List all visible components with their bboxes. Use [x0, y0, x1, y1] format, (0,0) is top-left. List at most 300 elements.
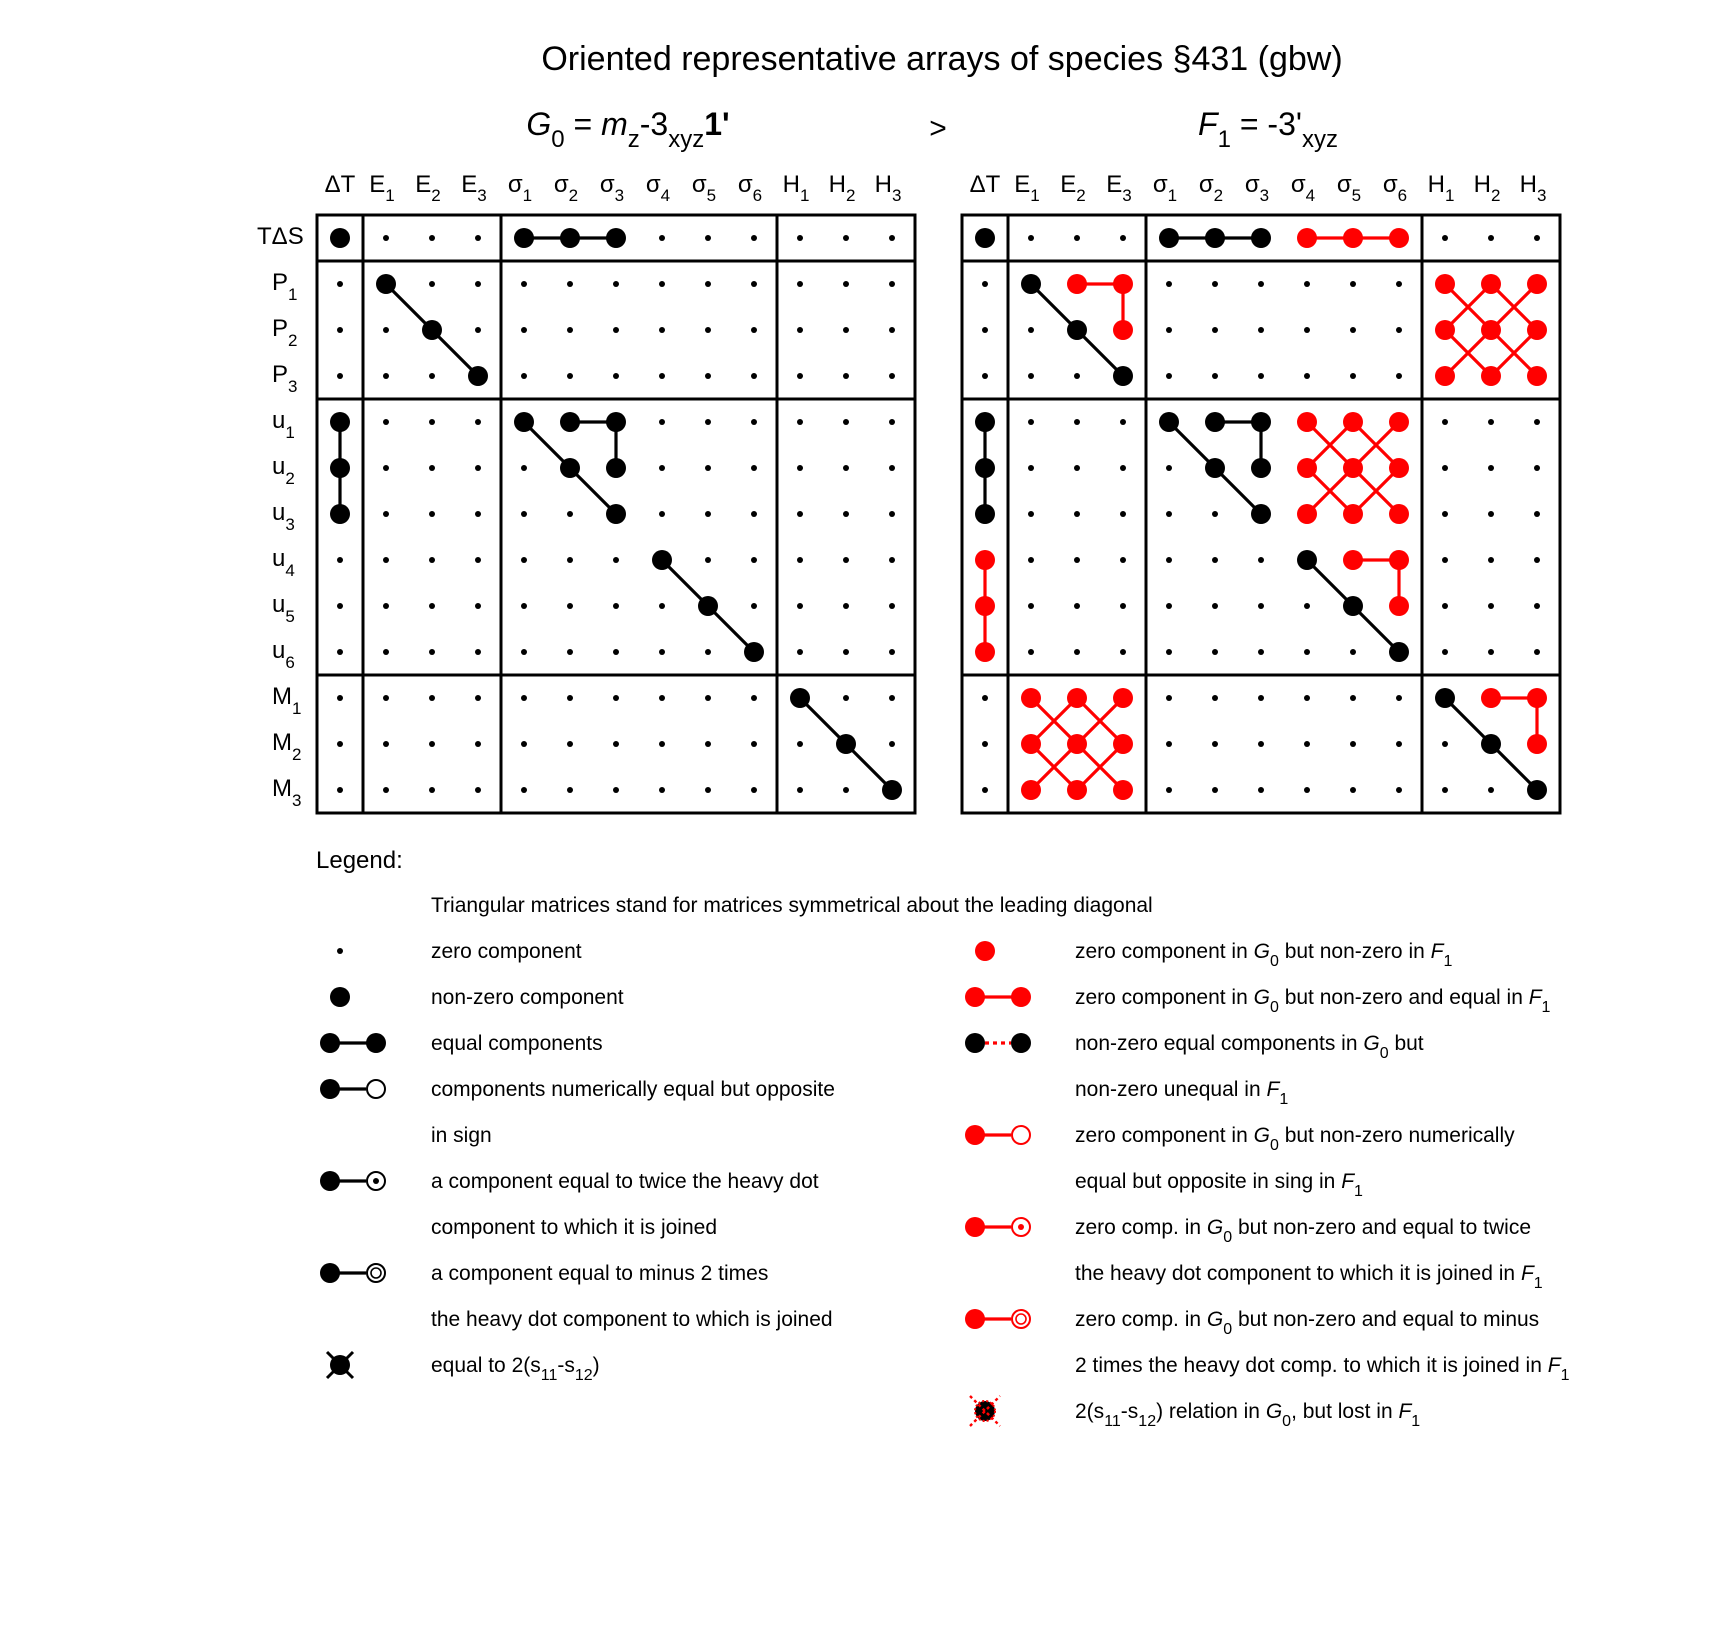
zero-component — [475, 603, 481, 609]
non-zero-component — [330, 458, 350, 478]
zero-component — [1028, 419, 1034, 425]
zero-component — [1212, 695, 1218, 701]
zero-component — [1534, 235, 1540, 241]
zero-component — [1028, 649, 1034, 655]
legend-entry-left — [320, 1170, 819, 1239]
row-label: $P_3$ — [272, 361, 298, 396]
legend-symbol-big-dot — [330, 987, 350, 1007]
zero-component — [797, 235, 803, 241]
zero-component — [1166, 695, 1172, 701]
legend-text: zero component in $G_0$ but non-zero numerically — [1075, 1124, 1515, 1154]
non-zero-component — [1343, 596, 1363, 616]
zero-component — [1120, 649, 1126, 655]
zero-component — [1258, 557, 1264, 563]
zero-component — [1488, 603, 1494, 609]
zero-component — [1304, 787, 1310, 793]
row-label: $M_1$ — [272, 683, 302, 718]
zero-component — [613, 281, 619, 287]
zero-component — [1442, 419, 1448, 425]
col-label: $\sigma_3$ — [1244, 171, 1270, 205]
new-non-zero-component — [1113, 274, 1133, 294]
new-non-zero-component — [1343, 228, 1363, 248]
zero-component — [521, 511, 527, 517]
zero-component — [475, 787, 481, 793]
zero-component — [843, 557, 849, 563]
zero-component — [982, 327, 988, 333]
new-non-zero-component — [1343, 504, 1363, 524]
non-zero-component — [330, 504, 350, 524]
zero-component — [521, 649, 527, 655]
non-zero-component — [1205, 412, 1225, 432]
zero-component — [659, 419, 665, 425]
zero-component — [567, 695, 573, 701]
col-label: $\sigma_4$ — [1290, 171, 1316, 205]
non-zero-component — [882, 780, 902, 800]
zero-component — [1304, 741, 1310, 747]
zero-component — [1074, 235, 1080, 241]
legend-text: zero component — [431, 940, 582, 963]
legend-text: 2 times the heavy dot comp. to which it is joined in $F_1$ — [1075, 1354, 1570, 1384]
new-non-zero-component — [1297, 504, 1317, 524]
zero-component — [797, 603, 803, 609]
zero-component — [1396, 787, 1402, 793]
zero-component — [1028, 327, 1034, 333]
new-non-zero-component — [1389, 412, 1409, 432]
zero-component — [797, 465, 803, 471]
matrix-f1 — [962, 106, 1560, 813]
zero-component — [475, 741, 481, 747]
non-zero-component — [1021, 274, 1041, 294]
zero-component — [705, 419, 711, 425]
non-zero-component — [1251, 458, 1271, 478]
zero-component — [659, 465, 665, 471]
zero-component — [1074, 419, 1080, 425]
zero-component — [797, 557, 803, 563]
new-non-zero-component — [1481, 320, 1501, 340]
zero-component — [1166, 373, 1172, 379]
new-non-zero-component — [1389, 596, 1409, 616]
new-non-zero-component — [1435, 366, 1455, 386]
zero-component — [1534, 649, 1540, 655]
legend-symbol-small-dot — [337, 948, 343, 954]
zero-component — [613, 557, 619, 563]
zero-component — [429, 419, 435, 425]
legend-text: component to which it is joined — [431, 1216, 717, 1239]
zero-component — [337, 603, 343, 609]
zero-component — [659, 787, 665, 793]
non-zero-component — [1251, 228, 1271, 248]
new-non-zero-component — [1389, 504, 1409, 524]
zero-component — [797, 787, 803, 793]
zero-component — [1442, 465, 1448, 471]
legend-text: zero comp. in $G_0$ but non-zero and equal to minus — [1075, 1308, 1540, 1338]
zero-component — [1442, 235, 1448, 241]
zero-component — [889, 465, 895, 471]
zero-component — [475, 557, 481, 563]
zero-component — [843, 373, 849, 379]
zero-component — [751, 419, 757, 425]
zero-component — [567, 557, 573, 563]
zero-component — [567, 649, 573, 655]
legend-text: the heavy dot component to which is joined — [431, 1308, 833, 1331]
legend-heading: Legend: — [316, 847, 403, 874]
zero-component — [797, 741, 803, 747]
new-non-zero-component — [1389, 550, 1409, 570]
col-label: $E_2$ — [415, 171, 441, 205]
zero-component — [383, 649, 389, 655]
zero-component — [429, 281, 435, 287]
non-zero-component — [1527, 780, 1547, 800]
zero-component — [982, 695, 988, 701]
zero-component — [889, 603, 895, 609]
new-non-zero-component — [1021, 780, 1041, 800]
zero-component — [751, 557, 757, 563]
col-label: $\sigma_2$ — [1198, 171, 1224, 205]
non-zero-component — [606, 458, 626, 478]
zero-component — [613, 741, 619, 747]
col-label: ΔT — [324, 171, 356, 198]
zero-component — [1166, 787, 1172, 793]
non-zero-component — [1389, 642, 1409, 662]
legend-text: the heavy dot component to which it is joined in $F_1$ — [1075, 1262, 1543, 1292]
legend-text: equal to $2(s_{11}-s_{12})$ — [431, 1354, 600, 1384]
zero-component — [843, 511, 849, 517]
zero-component — [1212, 603, 1218, 609]
non-zero-component — [514, 228, 534, 248]
zero-component — [613, 649, 619, 655]
zero-component — [1488, 649, 1494, 655]
zero-component — [889, 695, 895, 701]
col-label: $\sigma_6$ — [737, 171, 763, 205]
non-zero-component — [1251, 412, 1271, 432]
new-non-zero-component — [1343, 412, 1363, 432]
zero-component — [659, 373, 665, 379]
zero-component — [521, 373, 527, 379]
zero-component — [429, 235, 435, 241]
non-zero-component — [790, 688, 810, 708]
zero-component — [1120, 557, 1126, 563]
zero-component — [337, 327, 343, 333]
zero-component — [521, 281, 527, 287]
zero-component — [1534, 419, 1540, 425]
zero-component — [1028, 511, 1034, 517]
row-label: $u_5$ — [272, 591, 295, 626]
col-label: $H_1$ — [1427, 171, 1455, 205]
new-non-zero-component — [1435, 274, 1455, 294]
legend-text: equal components — [431, 1032, 603, 1055]
non-zero-component — [1297, 550, 1317, 570]
zero-component — [751, 511, 757, 517]
zero-component — [1120, 603, 1126, 609]
zero-component — [1442, 649, 1448, 655]
zero-component — [1212, 741, 1218, 747]
zero-component — [383, 327, 389, 333]
non-zero-component — [1113, 366, 1133, 386]
col-label: $\sigma_5$ — [1336, 171, 1362, 205]
zero-component — [889, 741, 895, 747]
zero-component — [429, 787, 435, 793]
zero-component — [567, 787, 573, 793]
new-non-zero-component — [1481, 274, 1501, 294]
legend-text: a component equal to twice the heavy dot — [431, 1170, 819, 1193]
zero-component — [843, 649, 849, 655]
zero-component — [889, 373, 895, 379]
zero-component — [1534, 511, 1540, 517]
new-non-zero-component — [1297, 228, 1317, 248]
zero-component — [1396, 327, 1402, 333]
zero-component — [889, 327, 895, 333]
legend-text: zero component in $G_0$ but non-zero in $F_1$ — [1075, 940, 1453, 970]
zero-component — [843, 327, 849, 333]
zero-component — [1028, 373, 1034, 379]
zero-component — [567, 511, 573, 517]
legend-entry-left — [320, 1032, 603, 1055]
legend-symbol-red-minus-two-pair — [965, 1309, 1030, 1329]
legend-text: non-zero component — [431, 986, 624, 1009]
non-zero-component — [606, 228, 626, 248]
col-label: $E_3$ — [1106, 171, 1132, 205]
legend-symbol-red-dot — [975, 941, 995, 961]
zero-component — [751, 235, 757, 241]
zero-component — [1304, 695, 1310, 701]
zero-component — [1212, 327, 1218, 333]
zero-component — [1442, 603, 1448, 609]
diagram-title: Oriented representative arrays of species §431 (gbw) — [541, 40, 1343, 78]
zero-component — [1074, 557, 1080, 563]
zero-component — [751, 327, 757, 333]
new-non-zero-component — [1113, 688, 1133, 708]
zero-component — [383, 419, 389, 425]
new-non-zero-component — [1481, 366, 1501, 386]
legend-symbol-red-cross-dot — [970, 1396, 1000, 1426]
zero-component — [1350, 281, 1356, 287]
zero-component — [1488, 235, 1494, 241]
new-non-zero-component — [1067, 274, 1087, 294]
col-label: $E_3$ — [461, 171, 487, 205]
col-label: $H_3$ — [874, 171, 902, 205]
legend-entry-right — [965, 1308, 1570, 1384]
legend-text: components numerically equal but opposite — [431, 1078, 835, 1101]
zero-component — [1534, 465, 1540, 471]
zero-component — [521, 327, 527, 333]
zero-component — [567, 281, 573, 287]
col-label: $\sigma_5$ — [691, 171, 717, 205]
legend-entry-left — [320, 1078, 835, 1147]
zero-component — [843, 695, 849, 701]
col-label: $\sigma_3$ — [599, 171, 625, 205]
zero-component — [751, 373, 757, 379]
col-label: $H_2$ — [1473, 171, 1501, 205]
col-label: $\sigma_6$ — [1382, 171, 1408, 205]
new-non-zero-component — [975, 550, 995, 570]
zero-component — [705, 373, 711, 379]
zero-component — [1258, 373, 1264, 379]
col-label: ΔT — [969, 171, 1001, 198]
zero-component — [1258, 327, 1264, 333]
zero-component — [1074, 373, 1080, 379]
zero-component — [659, 235, 665, 241]
new-non-zero-component — [1021, 688, 1041, 708]
zero-component — [843, 419, 849, 425]
legend-symbol-red-twice-pair — [965, 1217, 1030, 1237]
new-non-zero-component — [1021, 734, 1041, 754]
zero-component — [1350, 787, 1356, 793]
zero-component — [1304, 603, 1310, 609]
zero-component — [751, 281, 757, 287]
zero-component — [429, 741, 435, 747]
legend-symbol-minus-two-pair — [320, 1263, 385, 1283]
legend-symbol-red-opposite-pair — [965, 1125, 1030, 1145]
zero-component — [567, 327, 573, 333]
non-zero-component — [468, 366, 488, 386]
zero-component — [751, 741, 757, 747]
zero-component — [1488, 465, 1494, 471]
zero-component — [843, 235, 849, 241]
zero-component — [429, 649, 435, 655]
legend-entry-right — [975, 940, 1452, 970]
new-non-zero-component — [1113, 320, 1133, 340]
zero-component — [1028, 465, 1034, 471]
non-zero-component — [975, 458, 995, 478]
zero-component — [1488, 557, 1494, 563]
legend-note: Triangular matrices stand for matrices symmetrical about the leading diagonal — [431, 894, 1153, 917]
matrix-title-f1: $F_1 = -3'_{xyz}$ — [1198, 106, 1338, 153]
legend-symbol-twice-pair — [320, 1171, 385, 1191]
non-zero-component — [652, 550, 672, 570]
col-label: $E_1$ — [1014, 171, 1040, 205]
zero-component — [1212, 511, 1218, 517]
col-label: $E_2$ — [1060, 171, 1086, 205]
zero-component — [521, 465, 527, 471]
comparison-symbol: > — [929, 112, 947, 145]
new-non-zero-component — [1481, 688, 1501, 708]
non-zero-component — [606, 412, 626, 432]
zero-component — [613, 373, 619, 379]
zero-component — [1212, 649, 1218, 655]
zero-component — [982, 373, 988, 379]
zero-component — [659, 695, 665, 701]
zero-component — [751, 465, 757, 471]
zero-component — [889, 511, 895, 517]
zero-component — [1304, 373, 1310, 379]
zero-component — [475, 695, 481, 701]
non-zero-component — [1435, 688, 1455, 708]
zero-component — [797, 419, 803, 425]
zero-component — [613, 327, 619, 333]
zero-component — [1258, 603, 1264, 609]
new-non-zero-component — [1067, 780, 1087, 800]
zero-component — [751, 787, 757, 793]
non-zero-component — [1159, 412, 1179, 432]
zero-component — [337, 281, 343, 287]
zero-component — [659, 511, 665, 517]
row-label: $u_1$ — [272, 407, 295, 442]
zero-component — [1166, 741, 1172, 747]
zero-component — [1028, 603, 1034, 609]
zero-component — [889, 649, 895, 655]
zero-component — [1212, 281, 1218, 287]
zero-component — [1258, 741, 1264, 747]
legend-text: $2(s_{11}-s_{12})$ relation in $G_0$, but lost in $F_1$ — [1075, 1400, 1421, 1430]
non-zero-component — [698, 596, 718, 616]
zero-component — [1212, 373, 1218, 379]
zero-component — [1258, 281, 1264, 287]
zero-component — [1350, 373, 1356, 379]
zero-component — [1350, 327, 1356, 333]
new-non-zero-component — [1113, 780, 1133, 800]
zero-component — [567, 741, 573, 747]
zero-component — [843, 465, 849, 471]
zero-component — [1396, 373, 1402, 379]
legend-entry-right — [965, 1216, 1543, 1292]
zero-component — [521, 557, 527, 563]
non-zero-component — [330, 412, 350, 432]
zero-component — [1166, 603, 1172, 609]
new-non-zero-component — [1067, 688, 1087, 708]
zero-component — [659, 327, 665, 333]
legend-symbol-opposite-pair — [320, 1079, 385, 1099]
col-label: $H_1$ — [782, 171, 810, 205]
zero-component — [383, 603, 389, 609]
zero-component — [337, 557, 343, 563]
zero-component — [475, 281, 481, 287]
zero-component — [659, 741, 665, 747]
zero-component — [1120, 235, 1126, 241]
legend-entry-right — [965, 986, 1551, 1016]
zero-component — [705, 511, 711, 517]
non-zero-component — [514, 412, 534, 432]
zero-component — [797, 649, 803, 655]
legend-entry-right — [965, 1124, 1515, 1200]
legend-entry-left — [337, 940, 582, 963]
new-non-zero-component — [1113, 734, 1133, 754]
non-zero-component — [560, 458, 580, 478]
col-label: $H_3$ — [1519, 171, 1547, 205]
zero-component — [1304, 327, 1310, 333]
legend-symbol-equal-pair — [320, 1033, 386, 1053]
col-label: $\sigma_2$ — [553, 171, 579, 205]
zero-component — [1166, 465, 1172, 471]
zero-component — [613, 787, 619, 793]
legend-entry-right — [970, 1396, 1420, 1430]
legend-text: non-zero equal components in $G_0$ but — [1075, 1032, 1424, 1062]
zero-component — [659, 649, 665, 655]
zero-component — [429, 373, 435, 379]
zero-component — [797, 327, 803, 333]
non-zero-component — [606, 504, 626, 524]
legend-text: equal but opposite in sing in $F_1$ — [1075, 1170, 1363, 1200]
zero-component — [659, 281, 665, 287]
zero-component — [613, 695, 619, 701]
non-zero-component — [744, 642, 764, 662]
zero-component — [475, 419, 481, 425]
zero-component — [1350, 695, 1356, 701]
zero-component — [383, 787, 389, 793]
zero-component — [1212, 787, 1218, 793]
row-label: $u_2$ — [272, 453, 295, 488]
zero-component — [1442, 557, 1448, 563]
non-zero-component — [1159, 228, 1179, 248]
non-zero-component — [1481, 734, 1501, 754]
zero-component — [337, 695, 343, 701]
zero-component — [1350, 741, 1356, 747]
col-label: $H_2$ — [828, 171, 856, 205]
zero-component — [982, 281, 988, 287]
zero-component — [1074, 649, 1080, 655]
zero-component — [383, 465, 389, 471]
legend-symbol-red-equal-pair — [965, 987, 1031, 1007]
zero-component — [982, 787, 988, 793]
